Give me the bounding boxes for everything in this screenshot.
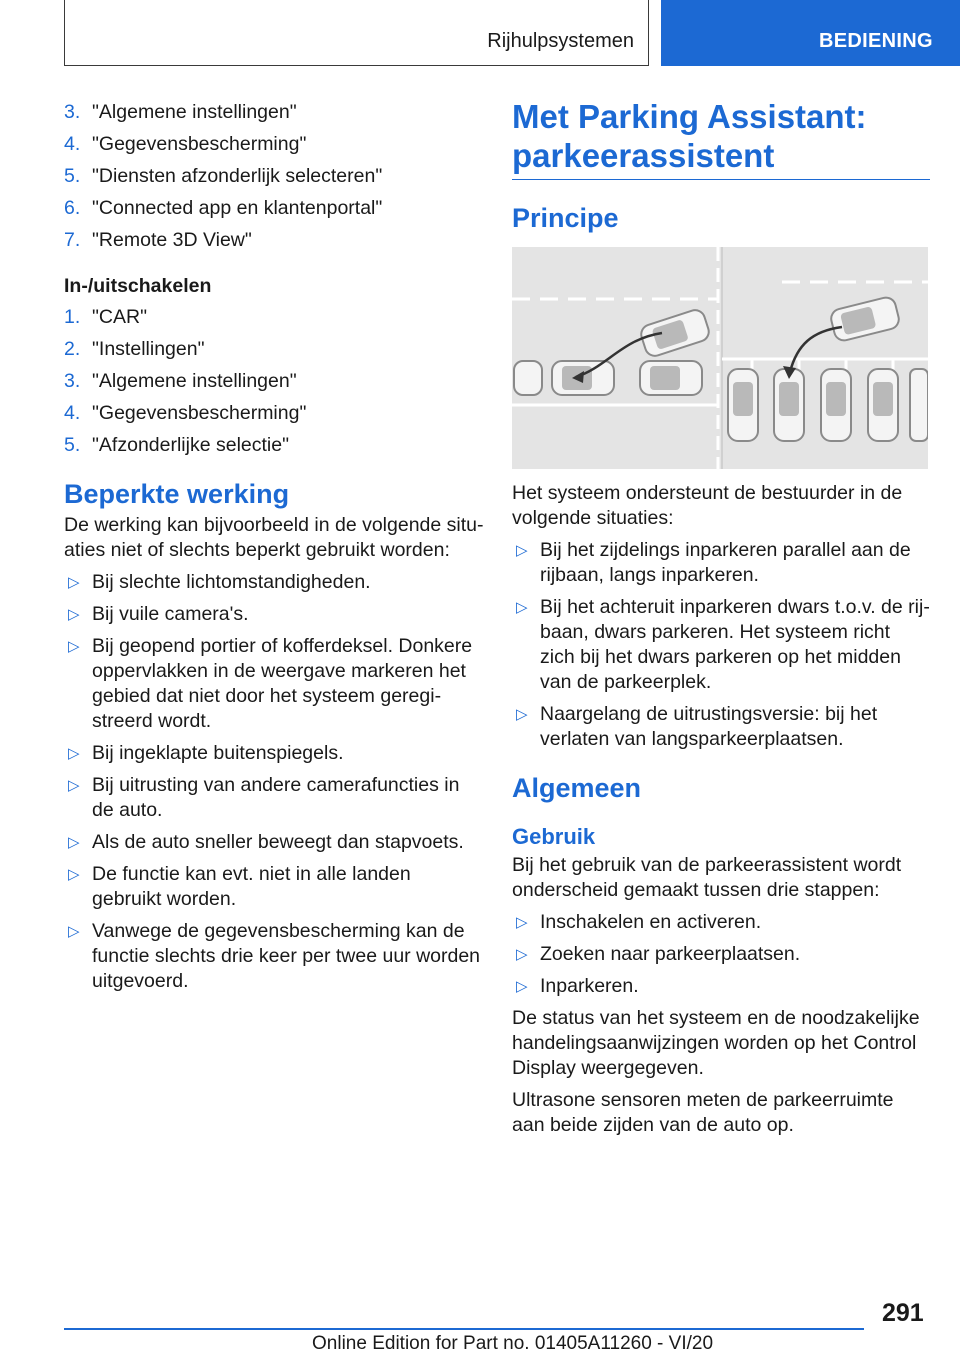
bullet-item <box>64 830 484 855</box>
bullet-text: Inschakelen en activeren. <box>540 911 762 933</box>
bullet-item <box>64 741 484 766</box>
bullet-text: Als de auto sneller beweegt dan stapvoets. <box>92 831 464 853</box>
step-item <box>64 401 484 426</box>
header-section-title: Rijhulpsystemen <box>487 30 634 52</box>
step-text: "CAR" <box>92 306 148 328</box>
sensors-paragraph: Ultrasone sensoren meten de parkeerruimte aan beide zijden van de auto op. <box>512 1089 894 1136</box>
step-item <box>64 132 484 157</box>
bullet-item <box>64 570 484 595</box>
bullet-item <box>512 974 930 999</box>
step-text: "Connected app en klantenportal" <box>92 197 383 219</box>
heading-algemeen: Algemeen <box>512 773 642 803</box>
triangle-bullet-icon: ▷ <box>68 834 80 851</box>
triangle-bullet-icon: ▷ <box>516 946 528 963</box>
parking-illustration <box>512 247 928 469</box>
header-section-box <box>64 0 649 66</box>
bullet-text: Inparkeren. <box>540 975 639 997</box>
header-chapter-tab <box>661 0 960 66</box>
bullet-item <box>512 538 930 588</box>
steps-list-b <box>64 305 484 458</box>
footer-divider <box>64 1328 864 1330</box>
step-number: 4. <box>64 133 81 155</box>
step-item <box>64 164 484 189</box>
bullet-item <box>64 634 484 734</box>
heading-beperkte-werking: Beperkte werking <box>64 479 290 509</box>
step-number: 1. <box>64 306 81 328</box>
triangle-bullet-icon: ▷ <box>516 599 528 616</box>
step-text: "Diensten afzonderlijk selecteren" <box>92 165 383 187</box>
step-number: 4. <box>64 402 81 424</box>
bullet-text: De functie kan evt. niet in alle landen gebruikt worden. <box>92 863 411 910</box>
triangle-bullet-icon: ▷ <box>68 606 80 623</box>
step-number: 3. <box>64 101 81 123</box>
intro-paragraph: De werking kan bijvoorbeeld in de volgende situaties niet of slechts beperkt gebruikt worden: <box>64 514 484 561</box>
step-text: "Instellingen" <box>92 338 205 360</box>
step-text: "Afzonderlijke selectie" <box>92 434 290 456</box>
triangle-bullet-icon: ▷ <box>516 542 528 559</box>
step-item <box>64 196 484 221</box>
bullet-item <box>64 602 484 627</box>
bullet-item <box>64 773 484 823</box>
status-paragraph: De status van het systeem en de noodzakelijke handelingsaanwijzingen worden op het Control Display weergegeven. <box>512 1007 920 1079</box>
triangle-bullet-icon: ▷ <box>68 745 80 762</box>
bullet-text: Bij ingeklapte buitenspiegels. <box>92 742 344 764</box>
triangle-bullet-icon: ▷ <box>68 866 80 883</box>
bullet-text: Bij vuile camera's. <box>92 603 249 625</box>
footer-edition: Online Edition for Part no. 01405A11260 - VI/20 <box>312 1333 714 1354</box>
header-chapter-title: BEDIENING <box>819 30 933 52</box>
step-text: "Algemene instellingen" <box>92 101 297 123</box>
steps-list-a <box>64 100 484 253</box>
step-text: "Algemene instellingen" <box>92 370 297 392</box>
triangle-bullet-icon: ▷ <box>68 923 80 940</box>
step-item <box>64 337 484 362</box>
section-title <box>512 97 930 180</box>
bullet-text: Naargelang de uitrustingsversie: bij het verlaten van langsparkeerplaatsen. <box>540 703 878 750</box>
gebruik-list <box>512 910 930 999</box>
step-text: "Gegevensbescherming" <box>92 133 307 155</box>
bullet-text: Bij het zijdelings inparkeren parallel aan de rijbaan, langs inparkeren. <box>540 539 911 586</box>
limitations-list <box>64 570 484 994</box>
step-item <box>64 305 484 330</box>
triangle-bullet-icon: ▷ <box>68 574 80 591</box>
bullet-text: Bij het achteruit inparkeren dwars t.o.v. de rijbaan, dwars parkeren. Het systeem richt zich bij het dwars parkeren op het midden van de parkeerplek. <box>540 596 930 693</box>
step-number: 3. <box>64 370 81 392</box>
parking-diagram <box>512 247 928 469</box>
step-text: "Remote 3D View" <box>92 229 252 251</box>
triangle-bullet-icon: ▷ <box>68 777 80 794</box>
page-number: 291 <box>882 1299 924 1327</box>
section-title-line1: Met Parking Assistant: <box>512 98 867 135</box>
triangle-bullet-icon: ▷ <box>68 638 80 655</box>
triangle-bullet-icon: ▷ <box>516 706 528 723</box>
bullet-item <box>512 595 930 695</box>
step-item <box>64 369 484 394</box>
step-item <box>64 228 484 253</box>
bullet-text: Vanwege de gegevensbescherming kan de functie slechts drie keer per twee uur worden uitgevoerd. <box>92 920 481 992</box>
gebruik-paragraph: Bij het gebruik van de parkeerassistent wordt onderscheid gemaakt tussen drie stappen: <box>512 854 902 901</box>
principe-list <box>512 538 930 752</box>
heading-principe: Principe <box>512 203 619 233</box>
bullet-text: Zoeken naar parkeerplaatsen. <box>540 943 801 965</box>
step-text: "Gegevensbescherming" <box>92 402 307 424</box>
bullet-text: Bij slechte lichtomstandigheden. <box>92 571 371 593</box>
bullet-item <box>64 862 484 912</box>
step-item <box>64 100 484 125</box>
right-column <box>512 100 930 1145</box>
bullet-item <box>512 702 930 752</box>
step-number: 5. <box>64 434 81 456</box>
bullet-item <box>512 910 930 935</box>
subheading-in-uitschakelen: In-/uitschakelen <box>64 275 212 297</box>
triangle-bullet-icon: ▷ <box>516 978 528 995</box>
step-number: 2. <box>64 338 81 360</box>
step-number: 7. <box>64 229 81 251</box>
bullet-item <box>512 942 930 967</box>
bullet-item <box>64 919 484 994</box>
step-item <box>64 433 484 458</box>
step-number: 5. <box>64 165 81 187</box>
heading-gebruik: Gebruik <box>512 824 596 849</box>
principe-paragraph: Het systeem ondersteunt de bestuurder in de volgende situaties: <box>512 482 903 529</box>
triangle-bullet-icon: ▷ <box>516 914 528 931</box>
section-title-line2: parkeerassistent <box>512 137 775 174</box>
bullet-text: Bij geopend portier of kofferdeksel. Donkere oppervlakken in de weergave markeren het gebied dat niet door het systeem geregistreerd wordt. <box>92 635 473 732</box>
step-number: 6. <box>64 197 81 219</box>
left-column <box>64 100 484 1001</box>
bullet-text: Bij uitrusting van andere camerafuncties in de auto. <box>92 774 460 821</box>
